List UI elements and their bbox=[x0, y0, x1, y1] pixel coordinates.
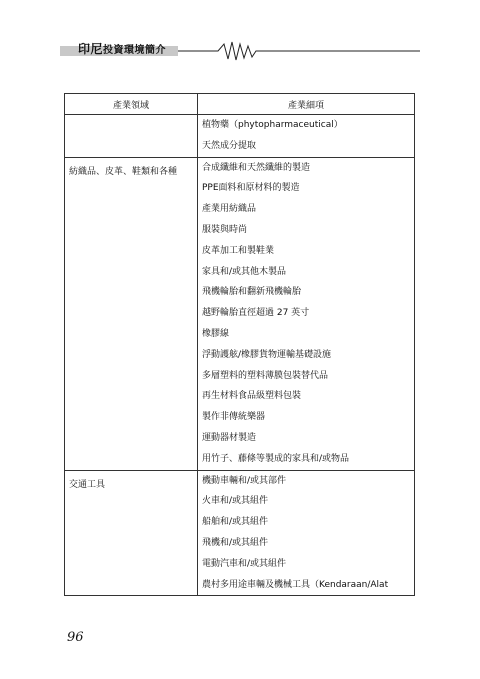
header-title-large: 印尼 bbox=[78, 42, 104, 56]
page-number: 96 bbox=[67, 630, 84, 645]
list-item: 飛機和/或其組件 bbox=[202, 537, 269, 548]
list-item: 再生材料食品級塑料包裝 bbox=[202, 391, 302, 402]
table-row bbox=[65, 115, 415, 158]
list-item: 合成纖維和天然纖維的製造 bbox=[202, 162, 311, 173]
page-header bbox=[60, 38, 420, 66]
list-item: 運動器材製造 bbox=[202, 432, 257, 443]
sector-label: 交通工具 bbox=[69, 479, 106, 490]
list-item: 火車和/或其組件 bbox=[202, 496, 269, 507]
list-item: 多層塑料的塑料薄膜包裝替代品 bbox=[202, 370, 329, 381]
list-item: 船舶和/或其組件 bbox=[202, 517, 269, 528]
items-cell bbox=[198, 115, 415, 158]
list-item: 機動車輛和/或其部件 bbox=[202, 475, 287, 486]
list-item: 家具和/或其他木製品 bbox=[202, 266, 287, 277]
header-title bbox=[78, 40, 166, 57]
list-item: 皮革加工和製鞋業 bbox=[202, 245, 275, 256]
list-item: 天然成分提取 bbox=[202, 140, 257, 151]
list-item: 服裝與時尚 bbox=[202, 224, 248, 235]
list-item: 植物藥（phytopharmaceutical） bbox=[202, 120, 343, 130]
column-header-items: 產業細項 bbox=[198, 94, 415, 115]
list-item: 產業用紡織品 bbox=[202, 204, 257, 215]
items-cell bbox=[198, 470, 415, 596]
list-item: 浮動護舷/橡膠貨物運輸基礎設施 bbox=[202, 349, 332, 360]
list-item: 電動汽車和/或其組件 bbox=[202, 558, 287, 569]
table-row bbox=[65, 470, 415, 596]
items-cell bbox=[198, 157, 415, 470]
heartbeat-line-icon bbox=[178, 38, 420, 66]
list-item: 越野輪胎直徑超過 27 英寸 bbox=[202, 308, 310, 319]
sector-label bbox=[65, 115, 197, 121]
sector-label: 紡織品、皮革、鞋類和各種 bbox=[69, 166, 178, 177]
list-item: 用竹子、藤條等製成的家具和/或物品 bbox=[202, 453, 350, 464]
industry-table bbox=[64, 93, 415, 596]
sector-cell bbox=[65, 157, 198, 470]
sector-cell bbox=[65, 470, 198, 596]
column-header-sector: 產業領域 bbox=[65, 94, 198, 115]
table-row bbox=[65, 157, 415, 470]
list-item: 飛機輪胎和翻新飛機輪胎 bbox=[202, 287, 302, 298]
list-item: 製作非傳統樂器 bbox=[202, 412, 266, 423]
list-item: 橡膠線 bbox=[202, 328, 230, 339]
sector-cell bbox=[65, 115, 198, 158]
list-item: PPE面料和原材料的製造 bbox=[202, 183, 300, 194]
header-title-small: 投資環境簡介 bbox=[103, 45, 167, 56]
list-item: 農村多用途車輛及機械工具（Kendaraan/Alat bbox=[202, 579, 389, 590]
table-header-row bbox=[65, 94, 415, 115]
